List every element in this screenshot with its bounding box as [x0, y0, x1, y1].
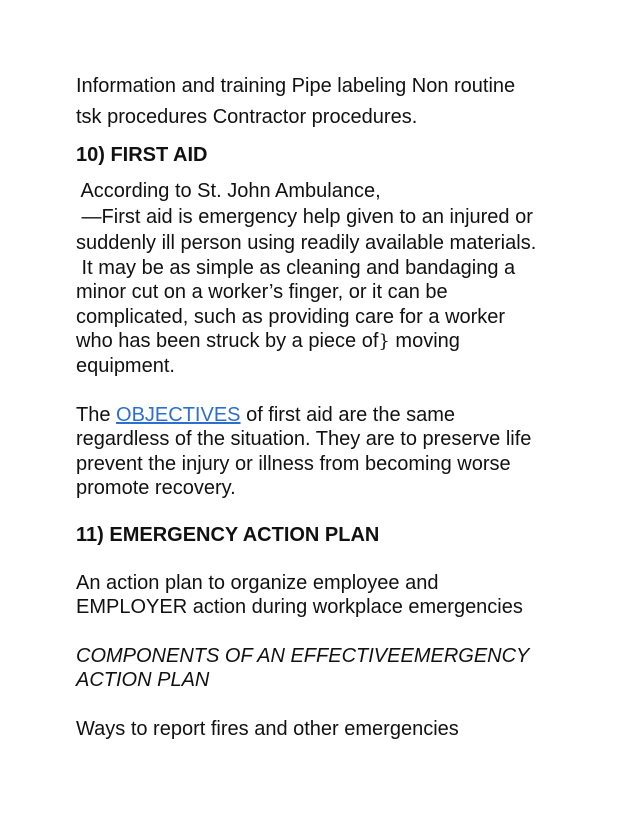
first-aid-line-7-start: who has been struck by a piece of: [76, 330, 379, 352]
eap-line-2: EMPLOYER action during workplace emergencies: [76, 596, 523, 618]
objectives-link[interactable]: OBJECTIVES: [116, 404, 241, 426]
ways-to-report-line: Ways to report fires and other emergencies: [76, 718, 459, 740]
objectives-line-1: [76, 403, 455, 428]
intro-line-2: tsk procedures Contractor procedures.: [76, 106, 418, 128]
first-aid-line-4: It may be as simple as cleaning and bandaging a: [76, 257, 516, 279]
first-aid-heading: 10) FIRST AID: [76, 144, 208, 166]
first-aid-line-6: complicated, such as providing care for a worker: [76, 306, 506, 328]
first-aid-line-3: suddenly ill person using readily available materials.: [76, 232, 537, 254]
components-heading-line-2: ACTION PLAN: [76, 669, 210, 691]
first-aid-line-8: equipment.: [76, 355, 175, 377]
first-aid-line-7-end: moving: [389, 330, 460, 352]
first-aid-line-2: —First aid is emergency help given to an injured or: [76, 206, 533, 228]
objectives-line-2: regardless of the situation. They are to preserve life: [76, 428, 532, 450]
eap-heading: 11) EMERGENCY ACTION PLAN: [76, 524, 380, 546]
components-heading-line-1: COMPONENTS OF AN EFFECTIVEEMERGENCY: [76, 645, 530, 667]
stray-brace-glyph: }: [378, 331, 390, 352]
objectives-suffix: of first aid are the same: [240, 404, 456, 426]
objectives-line-3: prevent the injury or illness from becoming worse: [76, 453, 511, 475]
first-aid-line-7: [76, 329, 460, 355]
objectives-prefix: The: [76, 404, 117, 426]
intro-line-1: Information and training Pipe labeling Non routine: [76, 75, 516, 97]
first-aid-line-5: minor cut on a worker’s finger, or it can be: [76, 281, 448, 303]
first-aid-line-1: According to St. John Ambulance,: [76, 180, 381, 202]
objectives-line-4: promote recovery.: [76, 477, 236, 499]
eap-line-1: An action plan to organize employee and: [76, 572, 439, 594]
